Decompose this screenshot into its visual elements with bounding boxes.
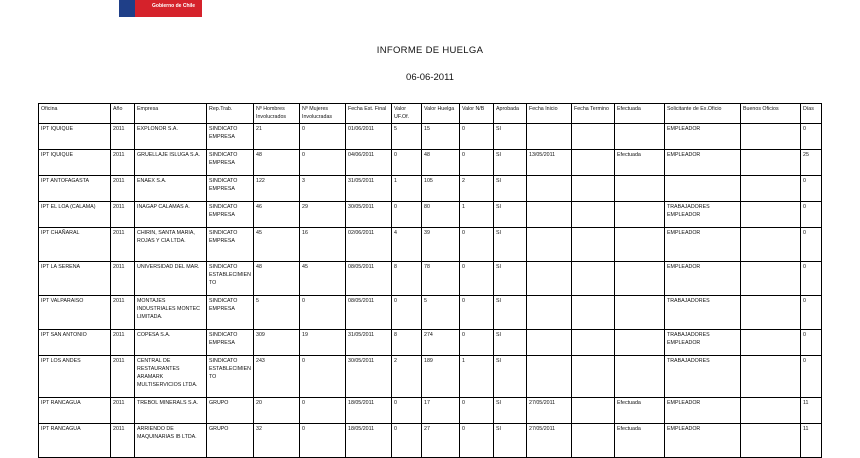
table-cell bbox=[615, 123, 665, 149]
table-cell: 0 bbox=[392, 149, 422, 175]
table-cell bbox=[665, 175, 741, 201]
table-row bbox=[39, 175, 822, 201]
table-cell: 27/05/2011 bbox=[527, 423, 572, 457]
table-cell bbox=[741, 227, 801, 261]
table-cell: 2 bbox=[392, 355, 422, 397]
table-cell: 243 bbox=[254, 355, 300, 397]
table-cell: SI bbox=[494, 397, 527, 423]
table-cell: 32 bbox=[254, 423, 300, 457]
table-cell bbox=[615, 355, 665, 397]
column-header: Valor N/B bbox=[460, 104, 494, 124]
table-cell: 02/06/2011 bbox=[346, 227, 392, 261]
table-cell: 2011 bbox=[111, 261, 135, 295]
table-cell bbox=[615, 329, 665, 355]
table-cell: 19 bbox=[300, 329, 346, 355]
table-header-row bbox=[39, 104, 822, 124]
table-cell: 27/05/2011 bbox=[527, 397, 572, 423]
table-cell: 0 bbox=[300, 423, 346, 457]
table-cell: 122 bbox=[254, 175, 300, 201]
column-header: Nº Mujeres Involucradas bbox=[300, 104, 346, 124]
table-cell: 18/05/2011 bbox=[346, 397, 392, 423]
table-cell: EMPLEADOR bbox=[665, 123, 741, 149]
table-cell bbox=[615, 227, 665, 261]
table-cell: TRABAJADORES bbox=[665, 355, 741, 397]
table-cell bbox=[615, 175, 665, 201]
table-cell: 0 bbox=[460, 227, 494, 261]
column-header: Valor Huelga bbox=[422, 104, 460, 124]
table-cell: UNIVERSIDAD DEL MAR. bbox=[135, 261, 207, 295]
table-cell bbox=[572, 175, 615, 201]
table-cell: 0 bbox=[300, 355, 346, 397]
table-cell bbox=[615, 261, 665, 295]
table-cell: 2011 bbox=[111, 201, 135, 227]
table-cell: 5 bbox=[254, 295, 300, 329]
table-cell: 21 bbox=[254, 123, 300, 149]
table-cell: 3 bbox=[300, 175, 346, 201]
table-row bbox=[39, 397, 822, 423]
table-cell: 0 bbox=[460, 149, 494, 175]
table-cell: SI bbox=[494, 175, 527, 201]
table-cell: 0 bbox=[801, 227, 822, 261]
gobierno-logo bbox=[119, 0, 202, 17]
table-cell: SINDICATO EMPRESA bbox=[207, 227, 254, 261]
table-cell: EMPLEADOR bbox=[665, 149, 741, 175]
table-cell bbox=[572, 227, 615, 261]
table-cell: Efectuada bbox=[615, 149, 665, 175]
table-cell bbox=[527, 329, 572, 355]
table-cell: SINDICATO EMPRESA bbox=[207, 295, 254, 329]
table-cell: 08/05/2011 bbox=[346, 295, 392, 329]
table-cell: 274 bbox=[422, 329, 460, 355]
table-cell: SINDICATO EMPRESA bbox=[207, 175, 254, 201]
table-cell bbox=[572, 295, 615, 329]
table-cell: 11 bbox=[801, 397, 822, 423]
table-cell: 2 bbox=[460, 175, 494, 201]
table-cell: 0 bbox=[801, 295, 822, 329]
table-cell: GRUPO bbox=[207, 423, 254, 457]
table-cell: SINDICATO ESTABLECIMIENTO bbox=[207, 355, 254, 397]
table-cell: SI bbox=[494, 295, 527, 329]
table-cell: IPT IQUIQUE bbox=[39, 123, 111, 149]
column-header: Buenos Oficios bbox=[741, 104, 801, 124]
table-cell: 5 bbox=[422, 295, 460, 329]
table-cell bbox=[572, 355, 615, 397]
column-header: Aprobada bbox=[494, 104, 527, 124]
table-cell: IPT VALPARAISO bbox=[39, 295, 111, 329]
table-cell: SINDICATO EMPRESA bbox=[207, 149, 254, 175]
table-row bbox=[39, 149, 822, 175]
table-cell: 01/06/2011 bbox=[346, 123, 392, 149]
table-cell bbox=[741, 355, 801, 397]
table-cell bbox=[615, 295, 665, 329]
table-cell bbox=[527, 355, 572, 397]
column-header: Año bbox=[111, 104, 135, 124]
table-cell: 105 bbox=[422, 175, 460, 201]
table-cell: IPT IQUIQUE bbox=[39, 149, 111, 175]
table-cell bbox=[572, 149, 615, 175]
table-cell bbox=[741, 295, 801, 329]
table-cell: IPT RANCAGUA bbox=[39, 397, 111, 423]
table-cell: 0 bbox=[392, 295, 422, 329]
table-cell: 04/06/2011 bbox=[346, 149, 392, 175]
table-cell: SI bbox=[494, 201, 527, 227]
table-cell bbox=[572, 261, 615, 295]
table-cell: 2011 bbox=[111, 123, 135, 149]
table-cell: CHIRIN, SANTA MARIA, ROJAS Y CIA LTDA. bbox=[135, 227, 207, 261]
table-cell: MONTAJES INDUSTRIALES MONTEC LIMITADA. bbox=[135, 295, 207, 329]
table-cell: Efectuada bbox=[615, 423, 665, 457]
table-cell: INAGAP CALAMAS A. bbox=[135, 201, 207, 227]
column-header: Días bbox=[801, 104, 822, 124]
report-title: INFORME DE HUELGA bbox=[376, 45, 484, 56]
table-cell: 0 bbox=[300, 149, 346, 175]
table-cell: 08/05/2011 bbox=[346, 261, 392, 295]
table-cell: EMPLEADOR bbox=[665, 227, 741, 261]
table-cell bbox=[741, 329, 801, 355]
table-cell bbox=[527, 227, 572, 261]
table-cell: SI bbox=[494, 149, 527, 175]
table-cell: SINDICATO EMPRESA bbox=[207, 201, 254, 227]
table-cell bbox=[527, 175, 572, 201]
table-row bbox=[39, 355, 822, 397]
table-cell: SI bbox=[494, 123, 527, 149]
column-header: Empresa bbox=[135, 104, 207, 124]
table-cell: 17 bbox=[422, 397, 460, 423]
table-cell: SINDICATO EMPRESA bbox=[207, 123, 254, 149]
table-cell: TRABAJADORES EMPLEADOR bbox=[665, 201, 741, 227]
table-cell: 15 bbox=[422, 123, 460, 149]
table-cell bbox=[527, 123, 572, 149]
table-cell: 2011 bbox=[111, 149, 135, 175]
table-cell: 13/05/2011 bbox=[527, 149, 572, 175]
table-cell: 2011 bbox=[111, 355, 135, 397]
table-cell: ARRIENDO DE MAQUINARIAS IB LTDA. bbox=[135, 423, 207, 457]
table-cell: GRUELLAJE ISLUGA S.A. bbox=[135, 149, 207, 175]
table-cell: 0 bbox=[392, 423, 422, 457]
table-row bbox=[39, 329, 822, 355]
table-cell: 18/05/2011 bbox=[346, 423, 392, 457]
table-cell: 1 bbox=[460, 201, 494, 227]
table-cell: 0 bbox=[460, 423, 494, 457]
table-cell: 27 bbox=[422, 423, 460, 457]
table-cell: COPESA S.A. bbox=[135, 329, 207, 355]
column-header: Oficina bbox=[39, 104, 111, 124]
table-cell: 0 bbox=[392, 397, 422, 423]
table-cell bbox=[615, 201, 665, 227]
table-cell: GRUPO bbox=[207, 397, 254, 423]
table-cell: 309 bbox=[254, 329, 300, 355]
table-cell: Efectuada bbox=[615, 397, 665, 423]
table-cell: 1 bbox=[460, 355, 494, 397]
table-cell: ENAEX S.A. bbox=[135, 175, 207, 201]
table-cell: 2011 bbox=[111, 175, 135, 201]
table-cell bbox=[527, 261, 572, 295]
table-cell: SINDICATO EMPRESA bbox=[207, 329, 254, 355]
table-cell: 16 bbox=[300, 227, 346, 261]
logo-caption: Gobierno de Chile bbox=[152, 3, 196, 9]
table-cell: 11 bbox=[801, 423, 822, 457]
table-cell: 0 bbox=[460, 123, 494, 149]
table-cell bbox=[741, 175, 801, 201]
table-cell bbox=[572, 201, 615, 227]
strike-report-table bbox=[38, 103, 822, 458]
table-cell bbox=[741, 397, 801, 423]
table-cell: 0 bbox=[460, 261, 494, 295]
table-cell bbox=[741, 423, 801, 457]
table-cell: 0 bbox=[300, 123, 346, 149]
table-cell: SI bbox=[494, 261, 527, 295]
table-cell: IPT LOS ANDES bbox=[39, 355, 111, 397]
table-row bbox=[39, 201, 822, 227]
table-cell bbox=[572, 329, 615, 355]
table-cell: SINDICATO ESTABLECIMIENTO bbox=[207, 261, 254, 295]
table-cell: 48 bbox=[422, 149, 460, 175]
table-cell: 48 bbox=[254, 149, 300, 175]
table-cell: 29 bbox=[300, 201, 346, 227]
table-cell: IPT RANCAGUA bbox=[39, 423, 111, 457]
table-cell: 0 bbox=[460, 295, 494, 329]
table-cell: EMPLEADOR bbox=[665, 423, 741, 457]
column-header: Fecha Inicio bbox=[527, 104, 572, 124]
table-cell: 0 bbox=[300, 397, 346, 423]
column-header: Valor UF.Of. bbox=[392, 104, 422, 124]
table-cell: 0 bbox=[801, 261, 822, 295]
table-cell: EMPLEADOR bbox=[665, 397, 741, 423]
table-cell: 0 bbox=[460, 397, 494, 423]
table-cell bbox=[572, 423, 615, 457]
column-header: Fecha Est. Final bbox=[346, 104, 392, 124]
table-cell: 80 bbox=[422, 201, 460, 227]
table-cell: TRABAJADORES EMPLEADOR bbox=[665, 329, 741, 355]
table-cell bbox=[527, 201, 572, 227]
table-cell: SI bbox=[494, 355, 527, 397]
table-cell: 2011 bbox=[111, 227, 135, 261]
table-cell: 2011 bbox=[111, 329, 135, 355]
table-cell: TREBOL MINERALS S.A. bbox=[135, 397, 207, 423]
table-cell: IPT CHAÑARAL bbox=[39, 227, 111, 261]
table-cell: 2011 bbox=[111, 423, 135, 457]
table-cell: IPT SAN ANTONIO bbox=[39, 329, 111, 355]
table-cell: 8 bbox=[392, 261, 422, 295]
report-date: 06-06-2011 bbox=[406, 72, 454, 83]
table-cell: 31/05/2011 bbox=[346, 329, 392, 355]
table-cell: 46 bbox=[254, 201, 300, 227]
table-cell: 0 bbox=[801, 329, 822, 355]
table-cell: 2011 bbox=[111, 397, 135, 423]
table-row bbox=[39, 423, 822, 457]
table-cell bbox=[572, 397, 615, 423]
table-row bbox=[39, 227, 822, 261]
table-cell: TRABAJADORES bbox=[665, 295, 741, 329]
table-cell: 31/05/2011 bbox=[346, 175, 392, 201]
column-header: Rep.Trab. bbox=[207, 104, 254, 124]
table-cell: 4 bbox=[392, 227, 422, 261]
table-cell bbox=[741, 123, 801, 149]
table-cell: 0 bbox=[801, 175, 822, 201]
table-cell: 78 bbox=[422, 261, 460, 295]
column-header: Efectuada bbox=[615, 104, 665, 124]
table-cell: SI bbox=[494, 423, 527, 457]
table-cell: 0 bbox=[801, 355, 822, 397]
table-cell: IPT LA SERENA bbox=[39, 261, 111, 295]
table-cell: SI bbox=[494, 227, 527, 261]
table-cell: SI bbox=[494, 329, 527, 355]
table-cell bbox=[741, 261, 801, 295]
column-header: Fecha Termino bbox=[572, 104, 615, 124]
table-cell: 5 bbox=[392, 123, 422, 149]
table-row bbox=[39, 123, 822, 149]
table-cell: IPT ANTOFAGASTA bbox=[39, 175, 111, 201]
table-cell: IPT EL LOA (CALAMA) bbox=[39, 201, 111, 227]
table-body bbox=[39, 123, 822, 457]
table-cell: 0 bbox=[801, 123, 822, 149]
table-cell: 0 bbox=[460, 329, 494, 355]
table-cell: 45 bbox=[300, 261, 346, 295]
table-cell: 30/05/2011 bbox=[346, 355, 392, 397]
table-cell: 25 bbox=[801, 149, 822, 175]
table-cell: 39 bbox=[422, 227, 460, 261]
table-cell: 0 bbox=[392, 201, 422, 227]
table-cell: EXPLONOR S.A. bbox=[135, 123, 207, 149]
table-cell bbox=[527, 295, 572, 329]
table-cell: 0 bbox=[801, 201, 822, 227]
table-cell bbox=[572, 123, 615, 149]
table-cell: 20 bbox=[254, 397, 300, 423]
table-cell: 30/05/2011 bbox=[346, 201, 392, 227]
table-cell: 1 bbox=[392, 175, 422, 201]
table-cell: 45 bbox=[254, 227, 300, 261]
table-row bbox=[39, 261, 822, 295]
column-header: Nº Hombres Involucrados bbox=[254, 104, 300, 124]
table-row bbox=[39, 295, 822, 329]
column-header: Solicitante de Ex.Oficio bbox=[665, 104, 741, 124]
table-cell: 189 bbox=[422, 355, 460, 397]
logo-blue-block bbox=[119, 0, 135, 17]
table-cell: EMPLEADOR bbox=[665, 261, 741, 295]
table-cell: 2011 bbox=[111, 295, 135, 329]
table-cell bbox=[741, 149, 801, 175]
table-cell bbox=[741, 201, 801, 227]
table-cell: 8 bbox=[392, 329, 422, 355]
table-cell: CENTRAL DE RESTAURANTES ARAMARK MULTISERVICIOS LTDA. bbox=[135, 355, 207, 397]
table-cell: 48 bbox=[254, 261, 300, 295]
table-cell: 0 bbox=[300, 295, 346, 329]
